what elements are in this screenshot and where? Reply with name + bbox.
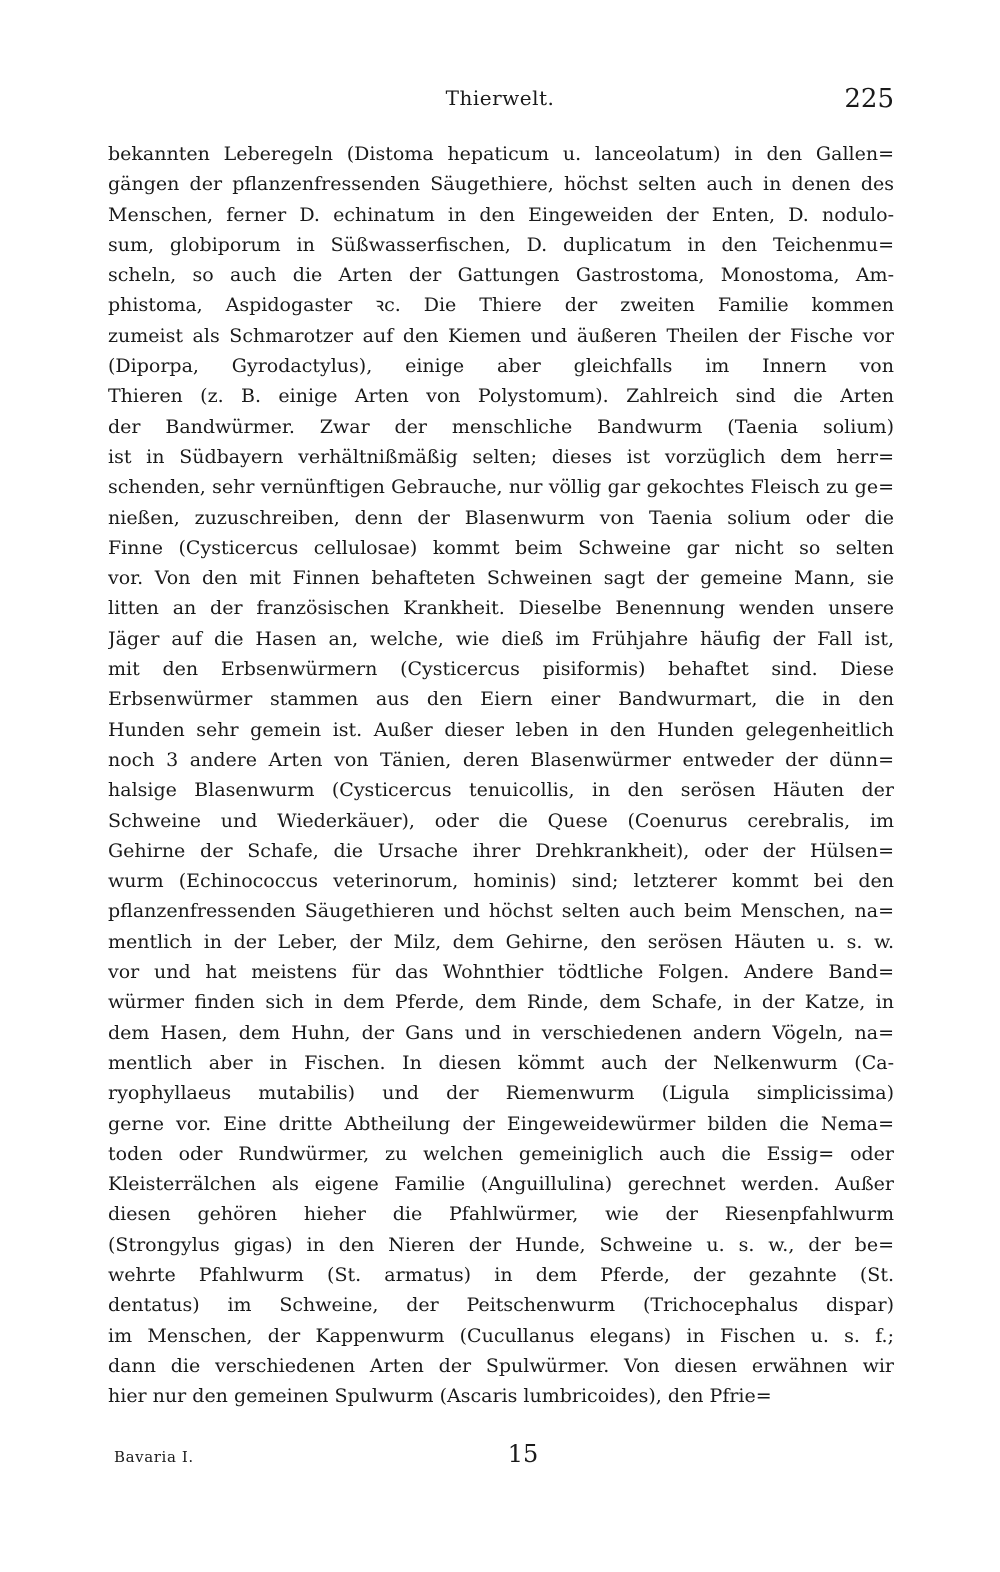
text-line: Finne (Cysticercus cellulosae) kommt beim Schweine gar nicht so selten [108,536,894,559]
footer-signature: Bavaria I. [114,1448,194,1466]
text-line: bekannten Leberegeln (Distoma hepaticum u. lanceolatum) in den Gallen= [108,143,894,165]
text-line: dentatus) im Schweine, der Peitschenwurm (Trichocephalus dispar) [108,1294,894,1317]
text-line: würmer finden sich in dem Pferde, dem Rinde, dem Schafe, in der Katze, in [108,991,894,1014]
text-line: ist in Südbayern verhältnißmäßig selten; dieses ist vorzüglich dem herr= [108,445,894,468]
running-head-title: Thierwelt. [445,86,555,110]
text-line: mentlich in der Leber, der Milz, dem Gehirne, den serösen Häuten u. s. w. [108,930,894,953]
text-line: phistoma, Aspidogaster ꝛc. Die Thiere der zweiten Familie kommen [108,294,894,317]
text-line: sum, globiporum in Süßwasserfischen, D. duplicatum in den Teichenmu= [108,233,894,256]
text-line: schenden, sehr vernünftigen Gebrauche, nur völlig gar gekochtes Fleisch zu ge= [108,476,894,499]
text-line: Gehirne der Schafe, die Ursache ihrer Drehkrankheit), oder der Hülsen= [108,839,894,862]
text-line: pflanzenfressenden Säugethieren und höchst selten auch beim Menschen, na= [108,900,894,923]
text-line: dem Hasen, dem Huhn, der Gans und in verschiedenen andern Vögeln, na= [108,1021,894,1044]
text-line: mit den Erbsenwürmern (Cysticercus pisiformis) behaftet sind. Diese [108,658,894,681]
text-line: der Bandwürmer. Zwar der menschliche Bandwurm (Taenia solium) [108,415,894,438]
text-line: Kleisterrälchen als eigene Familie (Anguillulina) gerechnet werden. Außer [108,1173,894,1196]
body-text [108,139,894,1411]
text-line: (Diporpa, Gyrodactylus), einige aber gleichfalls im Innern von [108,355,894,378]
text-line: vor. Von den mit Finnen behafteten Schweinen sagt der gemeine Mann, sie [108,567,894,590]
text-line: litten an der französischen Krankheit. Dieselbe Benennung wenden unsere [108,597,894,620]
text-line: hier nur den gemeinen Spulwurm (Ascaris lumbricoides), den Pfrie= [108,1385,772,1408]
text-line: diesen gehören hieher die Pfahlwürmer, wie der Riesenpfahlwurm [108,1203,894,1226]
text-line: mentlich aber in Fischen. In diesen kömmt auch der Nelkenwurm (Ca- [108,1051,894,1074]
text-line: zumeist als Schmarotzer auf den Kiemen und äußeren Theilen der Fische vor [108,324,894,347]
text-line: Menschen, ferner D. echinatum in den Eingeweiden der Enten, D. nodulo- [108,203,894,226]
text-line: gängen der pflanzenfressenden Säugethiere, höchst selten auch in denen des [108,173,894,196]
text-line: Jäger auf die Hasen an, welche, wie dieß im Frühjahre häufig der Fall ist, [108,627,894,650]
text-line: toden oder Rundwürmer, zu welchen gemeiniglich auch die Essig= oder [108,1142,894,1165]
page-number: 225 [844,84,894,114]
text-line: scheln, so auch die Arten der Gattungen Gastrostoma, Monostoma, Am- [108,264,894,287]
text-line: wurm (Echinococcus veterinorum, hominis) sind; letzterer kommt bei den [108,870,894,893]
text-line: ryophyllaeus mutabilis) und der Riemenwurm (Ligula simplicissima) [108,1082,894,1105]
text-line: Schweine und Wiederkäuer), oder die Quese (Coenurus cerebralis, im [108,809,894,832]
text-line: Erbsenwürmer stammen aus den Eiern einer Bandwurmart, die in den [108,688,894,711]
text-line: noch 3 andere Arten von Tänien, deren Blasenwürmer entweder der dünn= [108,748,894,771]
text-line: vor und hat meistens für das Wohnthier tödtliche Folgen. Andere Band= [108,961,894,984]
text-line: dann die verschiedenen Arten der Spulwürmer. Von diesen erwähnen wir [108,1354,894,1377]
text-line: im Menschen, der Kappenwurm (Cucullanus elegans) in Fischen u. s. f.; [108,1324,894,1347]
text-line: halsige Blasenwurm (Cysticercus tenuicollis, in den serösen Häuten der [108,779,894,802]
text-line: gerne vor. Eine dritte Abtheilung der Eingeweidewürmer bilden die Nema= [108,1112,894,1135]
text-line: (Strongylus gigas) in den Nieren der Hunde, Schweine u. s. w., der be= [108,1233,894,1256]
sheet-number: 15 [507,1440,539,1468]
text-line: wehrte Pfahlwurm (St. armatus) in dem Pferde, der gezahnte (St. [108,1263,894,1286]
text-line: Thieren (z. B. einige Arten von Polystomum). Zahlreich sind die Arten [108,385,894,408]
text-line: Hunden sehr gemein ist. Außer dieser leben in den Hunden gelegenheitlich [108,718,894,741]
text-line: nießen, zuzuschreiben, denn der Blasenwurm von Taenia solium oder die [108,506,894,529]
